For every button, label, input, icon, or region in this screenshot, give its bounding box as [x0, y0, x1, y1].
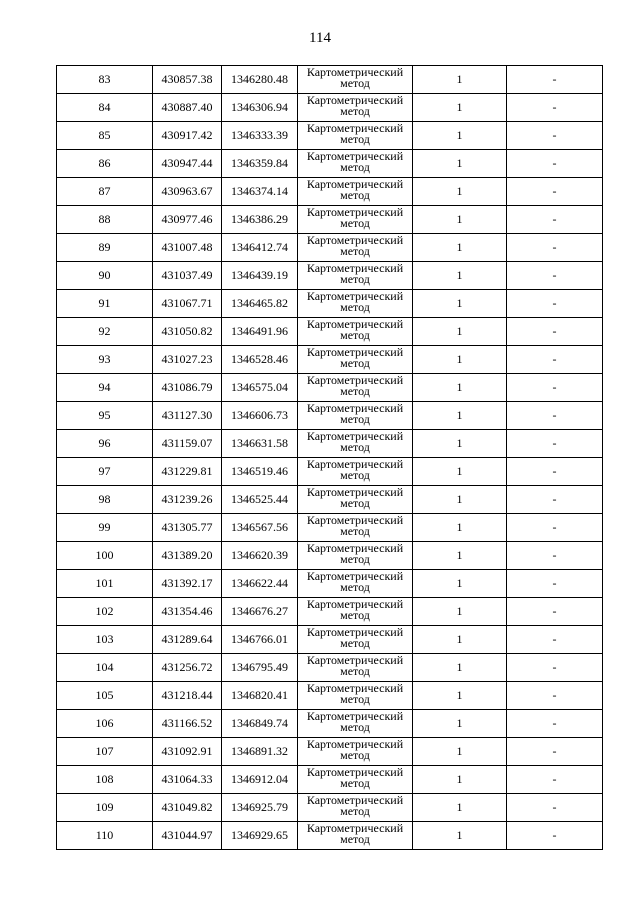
note-cell: -	[507, 150, 603, 178]
method-line-1: Картометрический	[306, 513, 404, 527]
table-row	[57, 402, 603, 430]
accuracy-cell: 1	[413, 598, 507, 626]
accuracy-cell: 1	[413, 178, 507, 206]
table-row	[57, 374, 603, 402]
method-cell	[298, 430, 413, 458]
table-row	[57, 822, 603, 850]
method-line-2: метод	[340, 412, 370, 426]
point-number-cell: 83	[57, 66, 153, 94]
x-coordinate-cell: 431067.71	[153, 290, 222, 318]
method-line-1: Картометрический	[306, 457, 404, 471]
note-cell: -	[507, 94, 603, 122]
y-coordinate-cell: 1346766.01	[222, 626, 298, 654]
note-cell: -	[507, 794, 603, 822]
method-cell	[298, 682, 413, 710]
method-line-2: метод	[340, 748, 370, 762]
x-coordinate-cell: 430977.46	[153, 206, 222, 234]
table-row	[57, 458, 603, 486]
method-cell	[298, 458, 413, 486]
point-number-cell: 110	[57, 822, 153, 850]
accuracy-cell: 1	[413, 514, 507, 542]
method-line-2: метод	[340, 440, 370, 454]
x-coordinate-cell: 431239.26	[153, 486, 222, 514]
y-coordinate-cell: 1346820.41	[222, 682, 298, 710]
method-cell	[298, 710, 413, 738]
accuracy-cell: 1	[413, 766, 507, 794]
method-cell	[298, 402, 413, 430]
table-row	[57, 178, 603, 206]
table-row	[57, 66, 603, 94]
point-number-cell: 103	[57, 626, 153, 654]
y-coordinate-cell: 1346795.49	[222, 654, 298, 682]
table-row	[57, 766, 603, 794]
method-cell	[298, 794, 413, 822]
y-coordinate-cell: 1346519.46	[222, 458, 298, 486]
x-coordinate-cell: 431218.44	[153, 682, 222, 710]
method-line-1: Картометрический	[306, 653, 404, 667]
method-line-1: Картометрический	[306, 233, 404, 247]
method-line-1: Картометрический	[306, 569, 404, 583]
method-line-2: метод	[340, 468, 370, 482]
method-cell	[298, 178, 413, 206]
method-cell	[298, 374, 413, 402]
y-coordinate-cell: 1346891.32	[222, 738, 298, 766]
method-line-2: метод	[340, 832, 370, 846]
table-row	[57, 290, 603, 318]
y-coordinate-cell: 1346567.56	[222, 514, 298, 542]
method-cell	[298, 234, 413, 262]
table-row	[57, 738, 603, 766]
accuracy-cell: 1	[413, 290, 507, 318]
accuracy-cell: 1	[413, 150, 507, 178]
y-coordinate-cell: 1346925.79	[222, 794, 298, 822]
note-cell: -	[507, 374, 603, 402]
point-number-cell: 99	[57, 514, 153, 542]
coordinates-table-body	[57, 66, 603, 850]
accuracy-cell: 1	[413, 794, 507, 822]
table-row	[57, 542, 603, 570]
note-cell: -	[507, 486, 603, 514]
method-line-1: Картометрический	[306, 429, 404, 443]
accuracy-cell: 1	[413, 710, 507, 738]
accuracy-cell: 1	[413, 122, 507, 150]
method-line-2: метод	[340, 720, 370, 734]
x-coordinate-cell: 431229.81	[153, 458, 222, 486]
point-number-cell: 108	[57, 766, 153, 794]
method-line-1: Картометрический	[306, 373, 404, 387]
accuracy-cell: 1	[413, 374, 507, 402]
point-number-cell: 91	[57, 290, 153, 318]
method-line-2: метод	[340, 328, 370, 342]
y-coordinate-cell: 1346528.46	[222, 346, 298, 374]
method-line-2: метод	[340, 76, 370, 90]
note-cell: -	[507, 206, 603, 234]
table-row	[57, 794, 603, 822]
method-cell	[298, 766, 413, 794]
x-coordinate-cell: 431086.79	[153, 374, 222, 402]
note-cell: -	[507, 234, 603, 262]
table-row	[57, 682, 603, 710]
table-row	[57, 654, 603, 682]
x-coordinate-cell: 431166.52	[153, 710, 222, 738]
method-cell	[298, 262, 413, 290]
table-row	[57, 122, 603, 150]
note-cell: -	[507, 682, 603, 710]
note-cell: -	[507, 710, 603, 738]
point-number-cell: 92	[57, 318, 153, 346]
point-number-cell: 101	[57, 570, 153, 598]
table-row	[57, 486, 603, 514]
point-number-cell: 95	[57, 402, 153, 430]
x-coordinate-cell: 431256.72	[153, 654, 222, 682]
method-cell	[298, 290, 413, 318]
note-cell: -	[507, 430, 603, 458]
y-coordinate-cell: 1346280.48	[222, 66, 298, 94]
x-coordinate-cell: 431037.49	[153, 262, 222, 290]
method-cell	[298, 94, 413, 122]
table-row	[57, 514, 603, 542]
method-cell	[298, 822, 413, 850]
point-number-cell: 98	[57, 486, 153, 514]
method-line-2: метод	[340, 776, 370, 790]
point-number-cell: 93	[57, 346, 153, 374]
method-cell	[298, 598, 413, 626]
method-line-1: Картометрический	[306, 261, 404, 275]
note-cell: -	[507, 766, 603, 794]
accuracy-cell: 1	[413, 682, 507, 710]
point-number-cell: 100	[57, 542, 153, 570]
y-coordinate-cell: 1346386.29	[222, 206, 298, 234]
x-coordinate-cell: 430887.40	[153, 94, 222, 122]
method-cell	[298, 626, 413, 654]
point-number-cell: 84	[57, 94, 153, 122]
accuracy-cell: 1	[413, 822, 507, 850]
note-cell: -	[507, 626, 603, 654]
point-number-cell: 97	[57, 458, 153, 486]
method-line-1: Картометрический	[306, 121, 404, 135]
method-line-1: Картометрический	[306, 177, 404, 191]
method-line-1: Картометрический	[306, 765, 404, 779]
x-coordinate-cell: 431044.97	[153, 822, 222, 850]
x-coordinate-cell: 431027.23	[153, 346, 222, 374]
method-line-1: Картометрический	[306, 681, 404, 695]
y-coordinate-cell: 1346374.14	[222, 178, 298, 206]
note-cell: -	[507, 458, 603, 486]
accuracy-cell: 1	[413, 430, 507, 458]
note-cell: -	[507, 402, 603, 430]
table-row	[57, 570, 603, 598]
point-number-cell: 89	[57, 234, 153, 262]
x-coordinate-cell: 431127.30	[153, 402, 222, 430]
x-coordinate-cell: 430947.44	[153, 150, 222, 178]
note-cell: -	[507, 346, 603, 374]
point-number-cell: 109	[57, 794, 153, 822]
accuracy-cell: 1	[413, 66, 507, 94]
method-cell	[298, 738, 413, 766]
note-cell: -	[507, 598, 603, 626]
point-number-cell: 94	[57, 374, 153, 402]
x-coordinate-cell: 431007.48	[153, 234, 222, 262]
y-coordinate-cell: 1346333.39	[222, 122, 298, 150]
note-cell: -	[507, 290, 603, 318]
x-coordinate-cell: 430917.42	[153, 122, 222, 150]
point-number-cell: 87	[57, 178, 153, 206]
accuracy-cell: 1	[413, 346, 507, 374]
method-line-1: Картометрический	[306, 65, 404, 79]
accuracy-cell: 1	[413, 542, 507, 570]
method-line-2: метод	[340, 188, 370, 202]
method-cell	[298, 318, 413, 346]
x-coordinate-cell: 431392.17	[153, 570, 222, 598]
method-cell	[298, 206, 413, 234]
y-coordinate-cell: 1346912.04	[222, 766, 298, 794]
point-number-cell: 96	[57, 430, 153, 458]
x-coordinate-cell: 431050.82	[153, 318, 222, 346]
method-cell	[298, 514, 413, 542]
method-line-1: Картометрический	[306, 289, 404, 303]
x-coordinate-cell: 431092.91	[153, 738, 222, 766]
method-line-1: Картометрический	[306, 793, 404, 807]
method-cell	[298, 66, 413, 94]
accuracy-cell: 1	[413, 626, 507, 654]
method-cell	[298, 654, 413, 682]
note-cell: -	[507, 122, 603, 150]
method-line-1: Картометрический	[306, 737, 404, 751]
x-coordinate-cell: 430857.38	[153, 66, 222, 94]
note-cell: -	[507, 178, 603, 206]
x-coordinate-cell: 431289.64	[153, 626, 222, 654]
note-cell: -	[507, 514, 603, 542]
note-cell: -	[507, 570, 603, 598]
table-row	[57, 626, 603, 654]
accuracy-cell: 1	[413, 654, 507, 682]
page-number: 114	[309, 30, 331, 46]
point-number-cell: 104	[57, 654, 153, 682]
point-number-cell: 86	[57, 150, 153, 178]
y-coordinate-cell: 1346491.96	[222, 318, 298, 346]
method-line-1: Картометрический	[306, 709, 404, 723]
method-line-1: Картометрический	[306, 149, 404, 163]
accuracy-cell: 1	[413, 570, 507, 598]
accuracy-cell: 1	[413, 234, 507, 262]
method-cell	[298, 122, 413, 150]
method-line-2: метод	[340, 272, 370, 286]
table-row	[57, 262, 603, 290]
y-coordinate-cell: 1346439.19	[222, 262, 298, 290]
method-line-2: метод	[340, 804, 370, 818]
method-line-1: Картометрический	[306, 205, 404, 219]
y-coordinate-cell: 1346929.65	[222, 822, 298, 850]
note-cell: -	[507, 262, 603, 290]
note-cell: -	[507, 738, 603, 766]
y-coordinate-cell: 1346631.58	[222, 430, 298, 458]
x-coordinate-cell: 431305.77	[153, 514, 222, 542]
coordinates-table	[56, 65, 603, 850]
method-line-2: метод	[340, 496, 370, 510]
note-cell: -	[507, 318, 603, 346]
point-number-cell: 85	[57, 122, 153, 150]
point-number-cell: 102	[57, 598, 153, 626]
point-number-cell: 106	[57, 710, 153, 738]
method-line-2: метод	[340, 160, 370, 174]
method-cell	[298, 150, 413, 178]
accuracy-cell: 1	[413, 486, 507, 514]
method-line-2: метод	[340, 580, 370, 594]
accuracy-cell: 1	[413, 402, 507, 430]
method-line-2: метод	[340, 300, 370, 314]
y-coordinate-cell: 1346306.94	[222, 94, 298, 122]
table-row	[57, 430, 603, 458]
method-line-2: метод	[340, 356, 370, 370]
note-cell: -	[507, 542, 603, 570]
method-line-2: метод	[340, 608, 370, 622]
method-line-2: метод	[340, 664, 370, 678]
y-coordinate-cell: 1346575.04	[222, 374, 298, 402]
y-coordinate-cell: 1346606.73	[222, 402, 298, 430]
table-row	[57, 94, 603, 122]
method-line-2: метод	[340, 132, 370, 146]
y-coordinate-cell: 1346849.74	[222, 710, 298, 738]
method-line-1: Картометрический	[306, 597, 404, 611]
accuracy-cell: 1	[413, 738, 507, 766]
note-cell: -	[507, 654, 603, 682]
accuracy-cell: 1	[413, 318, 507, 346]
method-line-2: метод	[340, 244, 370, 258]
point-number-cell: 105	[57, 682, 153, 710]
accuracy-cell: 1	[413, 458, 507, 486]
y-coordinate-cell: 1346622.44	[222, 570, 298, 598]
note-cell: -	[507, 66, 603, 94]
table-row	[57, 318, 603, 346]
table-row	[57, 346, 603, 374]
method-line-1: Картометрический	[306, 93, 404, 107]
table-row	[57, 206, 603, 234]
method-line-1: Картометрический	[306, 345, 404, 359]
y-coordinate-cell: 1346620.39	[222, 542, 298, 570]
method-line-2: метод	[340, 692, 370, 706]
method-line-2: метод	[340, 104, 370, 118]
method-line-2: метод	[340, 524, 370, 538]
method-line-2: метод	[340, 552, 370, 566]
point-number-cell: 90	[57, 262, 153, 290]
method-line-1: Картометрический	[306, 821, 404, 835]
accuracy-cell: 1	[413, 262, 507, 290]
y-coordinate-cell: 1346525.44	[222, 486, 298, 514]
y-coordinate-cell: 1346359.84	[222, 150, 298, 178]
x-coordinate-cell: 431064.33	[153, 766, 222, 794]
y-coordinate-cell: 1346412.74	[222, 234, 298, 262]
table-row	[57, 150, 603, 178]
y-coordinate-cell: 1346676.27	[222, 598, 298, 626]
method-cell	[298, 346, 413, 374]
method-cell	[298, 486, 413, 514]
x-coordinate-cell: 431354.46	[153, 598, 222, 626]
method-line-1: Картометрический	[306, 625, 404, 639]
table-row	[57, 234, 603, 262]
method-line-1: Картометрический	[306, 485, 404, 499]
method-line-2: метод	[340, 384, 370, 398]
x-coordinate-cell: 431159.07	[153, 430, 222, 458]
method-cell	[298, 570, 413, 598]
method-line-1: Картометрический	[306, 401, 404, 415]
x-coordinate-cell: 431049.82	[153, 794, 222, 822]
method-line-1: Картометрический	[306, 317, 404, 331]
note-cell: -	[507, 822, 603, 850]
x-coordinate-cell: 431389.20	[153, 542, 222, 570]
x-coordinate-cell: 430963.67	[153, 178, 222, 206]
point-number-cell: 88	[57, 206, 153, 234]
y-coordinate-cell: 1346465.82	[222, 290, 298, 318]
method-line-2: метод	[340, 216, 370, 230]
point-number-cell: 107	[57, 738, 153, 766]
method-cell	[298, 542, 413, 570]
accuracy-cell: 1	[413, 206, 507, 234]
table-row	[57, 710, 603, 738]
method-line-1: Картометрический	[306, 541, 404, 555]
accuracy-cell: 1	[413, 94, 507, 122]
method-line-2: метод	[340, 636, 370, 650]
table-row	[57, 598, 603, 626]
